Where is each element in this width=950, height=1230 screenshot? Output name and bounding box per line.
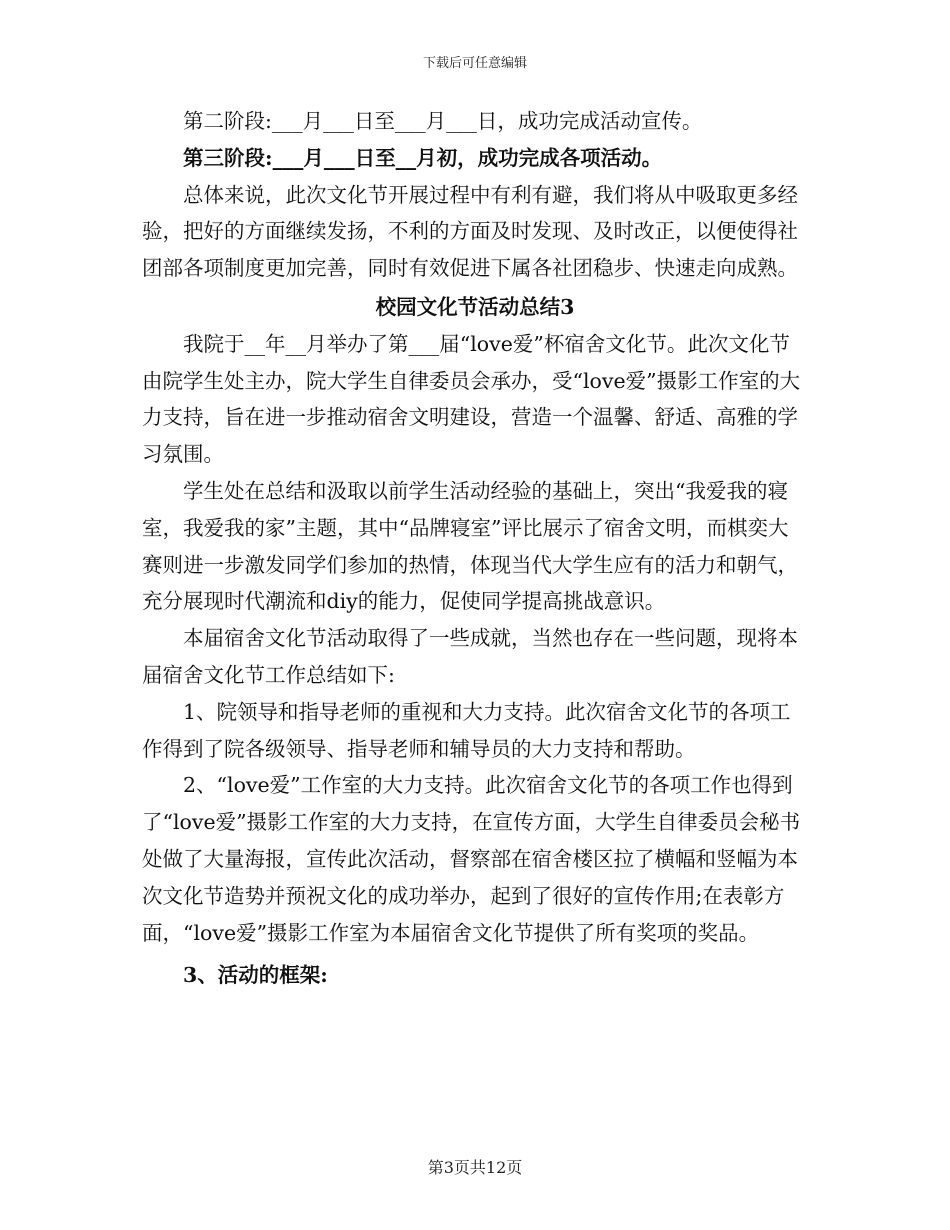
paragraph-intro: 我院于__年__月举办了第___届“love爱”杯宿舍文化节。此次文化节由院学生处主办，院大学生自律委员会承办，受“love爱”摄影工作室的大力支持，旨在进一步推动宿舍文明建设，营造一个温馨、舒适、高雅的学习氛围。	[142, 331, 801, 467]
paragraph-summary: 总体来说，此次文化节开展过程中有利有避，我们将从中吸取更多经验，把好的方面继续发扬，不利的方面及时发现、及时改正，以便使得社团部各项制度更加完善，同时有效促进下属各社团稳步、快速走向成熟。	[142, 182, 798, 281]
paragraph-item-3: 3、活动的框架:	[183, 963, 328, 988]
paragraph-item-1: 1、院领导和指导老师的重视和大力支持。此次宿舍文化节的各项工作得到了院各级领导、指导老师和辅导员的大力支持和帮助。	[142, 699, 791, 761]
paragraph-stage-three: 第三阶段:___月___日至__月初，成功完成各项活动。	[183, 145, 663, 170]
section-title: 校园文化节活动总结3	[375, 294, 575, 319]
paragraph-overview: 本届宿舍文化节活动取得了一些成就，当然也存在一些问题，现将本届宿舍文化节工作总结如下:	[142, 626, 798, 687]
document-body	[142, 103, 808, 994]
paragraph-item-2: 2、“love爱”工作室的大力支持。此次宿舍文化节的各项工作也得到了“love爱”摄影工作室的大力支持，在宣传方面，大学生自律委员会秘书处做了大量海报，宣传此次活动，督察部在宿舍楼区拉了横幅和竖幅为本次文化节造势并预祝文化的成功举办，起到了很好的宣传作用;在表彰方面，“love爱”摄影工作室为本届宿舍文化节提供了所有奖项的奖品。	[142, 773, 801, 945]
paragraph-stage-two: 第二阶段:___月___日至___月___日，成功完成活动宣传。	[183, 109, 703, 133]
paragraph-theme: 学生处在总结和汲取以前学生活动经验的基础上，突出“我爱我的寝室，我爱我的家”主题，其中“品牌寝室”评比展示了宿舍文明，而棋奕大赛则进一步激发同学们参加的热情，体现当代大学生应有的活力和朝气，充分展现时代潮流和diy的能力，促使同学提高挑战意识。	[142, 478, 798, 614]
page-footer: 第3页共12页	[427, 1158, 523, 1177]
page-header: 下载后可任意编辑	[422, 56, 527, 71]
